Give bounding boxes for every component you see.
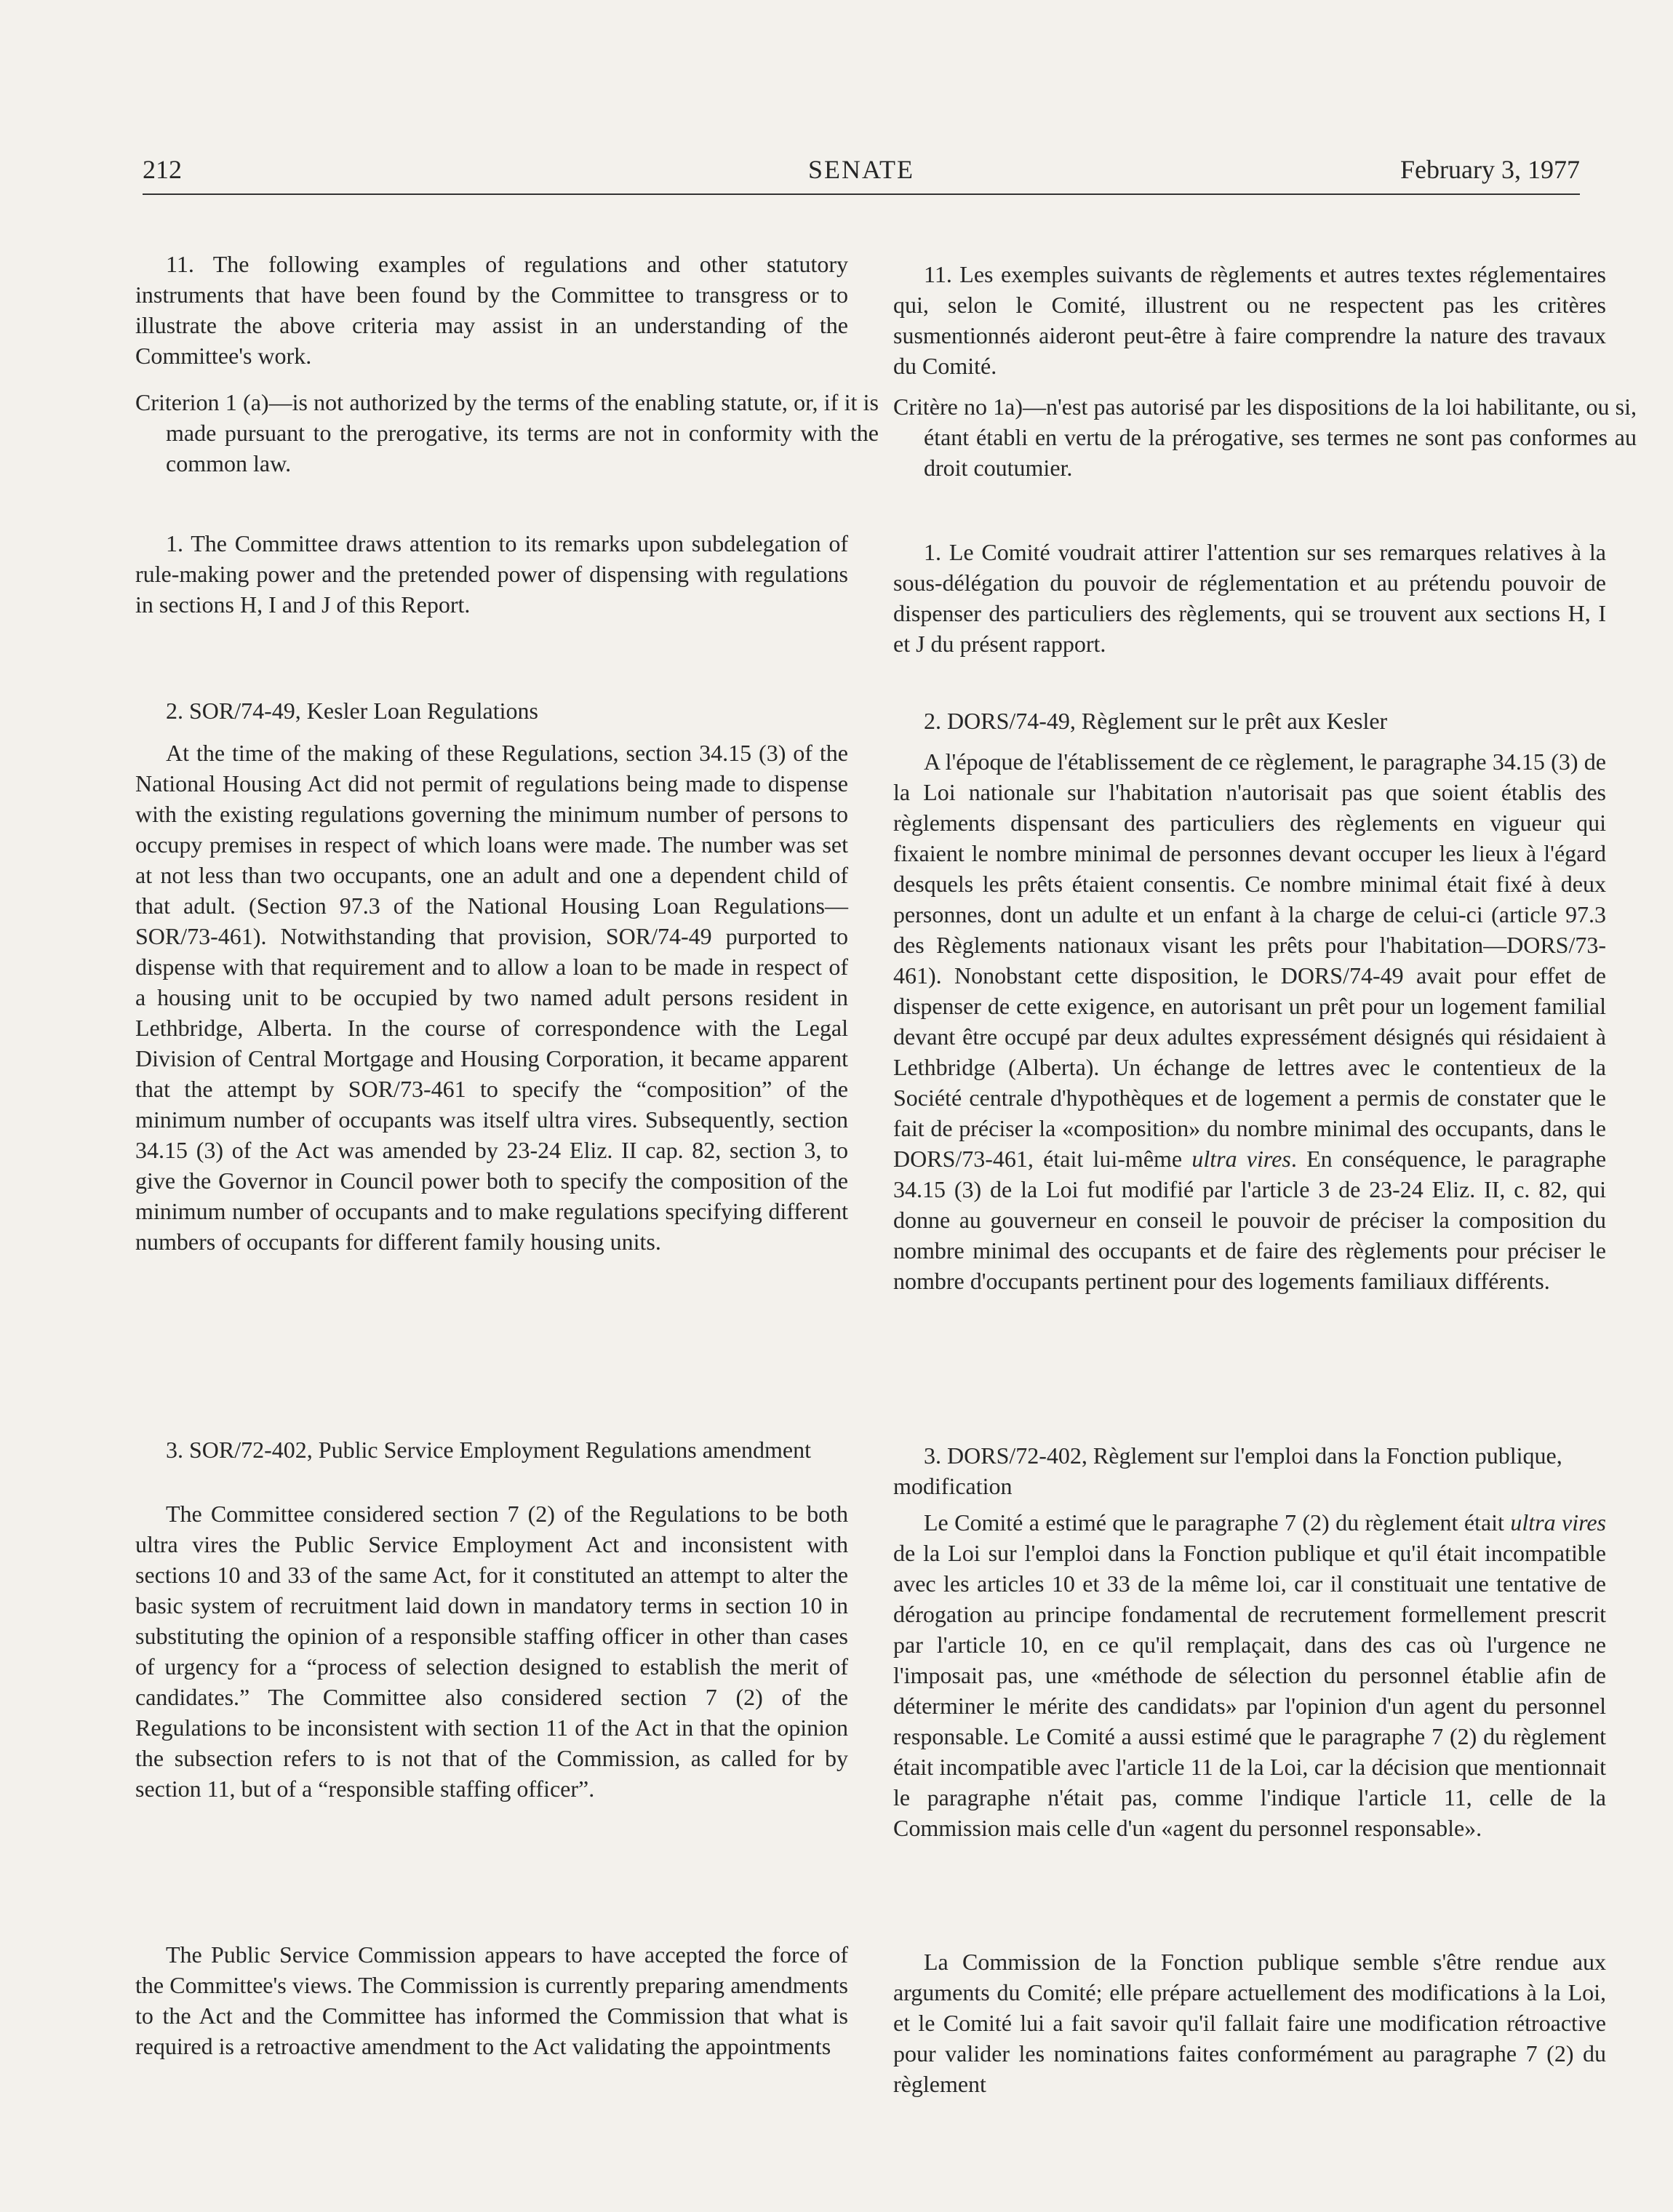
en-item-3-title: 3. SOR/72-402, Public Service Employment Regulations amendment <box>166 1437 811 1463</box>
fr-item-1: 1. Le Comité voudrait attirer l'attention sur ses remarques relatives à la sous-délégation du pouvoir de réglementation et au prétendu pouvoir de dispenser des particuliers des règlements, qui se trouvent aux sections H, I et J du présent rapport. <box>893 539 1606 657</box>
fr-item-2-body-em: ultra vires <box>1191 1146 1291 1172</box>
fr-item-2-body-a: A l'époque de l'établissement de ce règlement, le paragraphe 34.15 (3) de la Loi nationale sur l'habitation n'autorisait pas que soient établis des règlements dispensant des particuliers des règlements en vigueur qui fixaient le nombre minimal de personnes devant occuper les lieux à l'égard desquels les prêts étaient consentis. Ce nombre minimal était fixé à deux personnes, dont un adulte et un enfant à la charge de celui-ci (article 97.3 des Règlements nationaux visant les prêts pour l'habitation—DORS/73-461). Nonobstant cette disposition, le DORS/74-49 avait pour effet de dispenser de cette exigence, en autorisant un prêt pour un logement familial devant être occupé par deux adultes expressément désignés qui résidaient à Lethbridge (Alberta). Un échange de lettres avec le contentieux de la Société centrale d'hypothèques et de logement a permis de constater que le fait de préciser la «composition» du nombre minimal des occupants, dans le DORS/73-461, était lui-même <box>893 748 1606 1172</box>
fr-item-2-title: 2. DORS/74-49, Règlement sur le prêt aux Kesler <box>924 708 1388 734</box>
fr-item-3-title: 3. DORS/72-402, Règlement sur l'emploi dans la Fonction publique, modification <box>893 1442 1562 1499</box>
en-item-3-body: The Committee considered section 7 (2) of the Regulations to be both ultra vires the Public Service Employment Act and inconsistent with sections 10 and 33 of the same Act, for it constituted an attempt to alter the basic system of recruitment laid down in mandatory terms in section 10 in substituting the opinion of a responsible staffing officer in other than cases of urgency for a “process of selection designed to establish the merit of candidates.” The Committee also considered section 7 (2) of the Regulations to be inconsistent with section 11 of the Act in that the opinion the subsection refers to is not that of the Commission, as called for by section 11, but of a “responsible staffing officer”. <box>135 1501 848 1802</box>
page-number: 212 <box>143 155 182 184</box>
page-title: SENATE <box>808 155 914 184</box>
fr-item-2-body-b: . En conséquence, le paragraphe 34.15 (3) de la Loi fut modifié par l'article 3 de 23-24 Eliz. II, c. 82, qui donne au gouverneur en conseil le pouvoir de préciser la composition du nombre minimal des occupants et de faire des règlements pour préciser le nombre d'occupants pertinent pour des logements familiaux différents. <box>893 1146 1607 1294</box>
page-header <box>143 150 1580 195</box>
page-date: February 3, 1977 <box>1400 155 1580 184</box>
fr-item-3-body <box>893 1507 1606 1843</box>
fr-criterion: Critère no 1a)—n'est pas autorisé par les dispositions de la loi habilitante, ou si, étant établi en vertu de la prérogative, ses termes ne sont pas conformes au droit coutumier. <box>893 394 1637 481</box>
fr-item-2-body <box>893 746 1606 1296</box>
fr-item-3-body-b: de la Loi sur l'emploi dans la Fonction publique et qu'il était incompatible avec les articles 10 et 33 de la même loi, car il constituait une tentative de dérogation au principe fondamental de recrutement formellement prescrit par l'article 10, en ce qu'il remplaçait, dans des cas où l'urgence ne l'imposait pas, une «méthode de sélection du personnel établie afin de déterminer le mérite des candidats» par l'opinion d'un agent du personnel responsable. Le Comité a aussi estimé que le paragraphe 7 (2) du règlement était incompatible avec l'article 11 de la Loi, car la décision que mentionnait le paragraphe n'était pas, comme l'indique l'article 11, celle de la Commission mais celle d'un «agent du personnel responsable». <box>893 1540 1606 1841</box>
en-item-2-body: At the time of the making of these Regulations, section 34.15 (3) of the National Housing Act did not permit of regulations being made to dispense with the existing regulations governing the minimum number of persons to occupy premises in respect of which loans were made. The number was set at not less than two occupants, one an adult and one a dependent child of that adult. (Section 97.3 of the National Housing Loan Regulations—SOR/73-461). Notwithstanding that provision, SOR/74-49 purported to dispense with that requirement and to allow a loan to be made in respect of a housing unit to be occupied by two named adult persons resident in Lethbridge, Alberta. In the course of correspondence with the Legal Division of Central Mortgage and Housing Corporation, it became apparent that the attempt by SOR/73-461 to specify the “composition” of the minimum number of occupants was itself ultra vires. Subsequently, section 34.15 (3) of the Act was amended by 23-24 Eliz. II cap. 82, section 3, to give the Governor in Council power both to specify the composition of the minimum number of occupants and to make regulations specifying different numbers of occupants for different family housing units. <box>135 740 848 1255</box>
en-criterion: Criterion 1 (a)—is not authorized by the terms of the enabling statute, or, if it is made pursuant to the prerogative, its terms are not in conformity with the common law. <box>135 389 879 476</box>
fr-para-11: 11. Les exemples suivants de règlements et autres textes réglementaires qui, selon le Comité, illustrent ou ne respectent pas les critères susmentionnés aideront peut-être à faire comprendre la nature des travaux du Comité. <box>893 261 1606 379</box>
en-para-11: 11. The following examples of regulations and other statutory instruments that have been found by the Committee to transgress or to illustrate the above criteria may assist in an understanding of the Committee's work. <box>135 251 848 369</box>
en-item-2-title: 2. SOR/74-49, Kesler Loan Regulations <box>166 698 538 724</box>
fr-item-3-body-em: ultra vires <box>1510 1509 1607 1536</box>
en-item-3-para-2: The Public Service Commission appears to have accepted the force of the Committee's views. The Commission is currently preparing amendments to the Act and the Committee has informed the Commission that what is required is a retroactive amendment to the Act validating the appointments <box>135 1941 848 2059</box>
en-item-1: 1. The Committee draws attention to its remarks upon subdelegation of rule-making power and the pretended power of dispensing with regulations in sections H, I and J of this Report. <box>135 530 848 618</box>
fr-item-3-para-2: La Commission de la Fonction publique semble s'être rendue aux arguments du Comité; elle prépare actuellement des modifications à la Loi, et le Comité lui a fait savoir qu'il fallait faire une modification rétroactive pour valider les nominations faites conformément au paragraphe 7 (2) du règlement <box>893 1949 1606 2097</box>
fr-item-3-body-a: Le Comité a estimé que le paragraphe 7 (2) du règlement était <box>924 1509 1511 1536</box>
